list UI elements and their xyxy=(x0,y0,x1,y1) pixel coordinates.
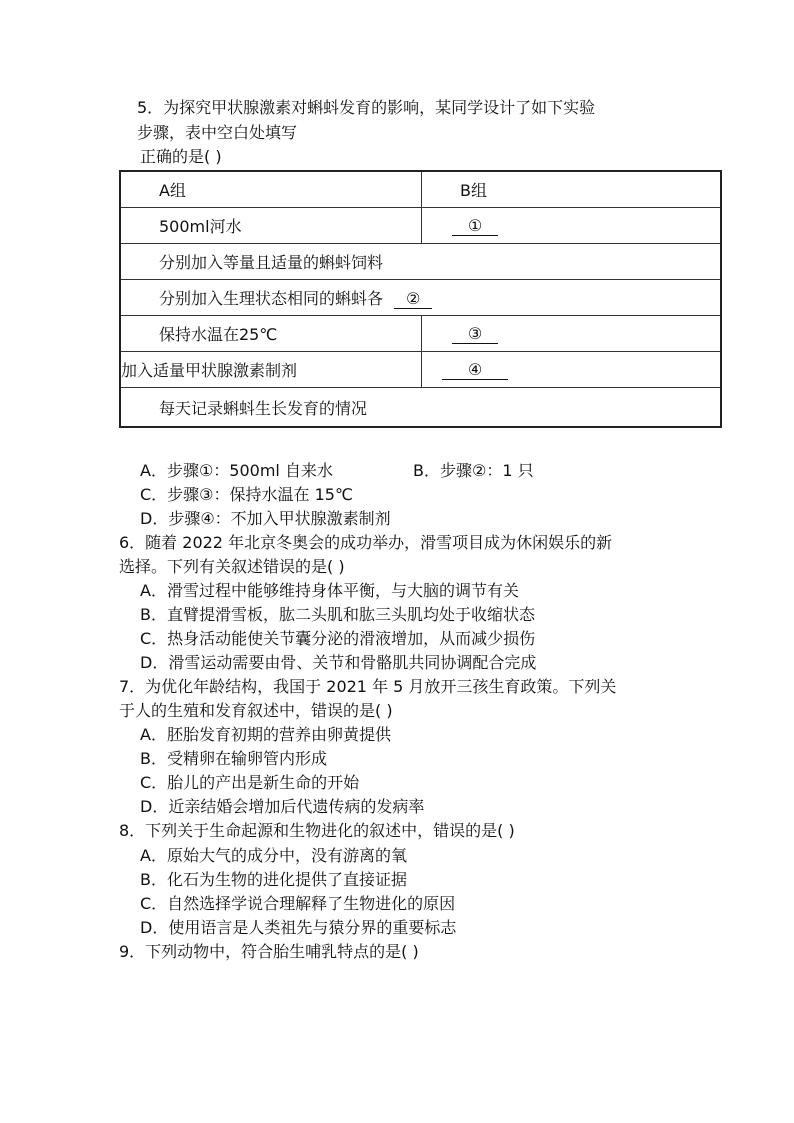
header-group-a: A组 xyxy=(120,171,422,208)
q8-option-b: B．化石为生物的进化提供了直接证据 xyxy=(140,870,407,889)
cell-r4-b xyxy=(422,316,722,352)
q7-stem-line2: 于人的生殖和发育叙述中，错误的是( ) xyxy=(119,701,393,720)
cell-r3 xyxy=(120,280,721,316)
cell-r6: 每天记录蝌蚪生长发育的情况 xyxy=(120,388,721,428)
header-group-b: B组 xyxy=(422,171,722,208)
cell-r1-a: 500ml河水 xyxy=(120,208,422,244)
blank-3: ③ xyxy=(452,325,498,344)
cell-r5-a: 加入适量甲状腺激素制剂 xyxy=(120,352,422,388)
q6-option-c: C．热身活动能使关节囊分泌的滑液增加，从而减少损伤 xyxy=(140,629,536,648)
q5-option-a: A．步骤①：500ml 自来水 xyxy=(140,461,333,480)
blank-2: ② xyxy=(394,290,432,309)
cell-r4-a: 保持水温在25℃ xyxy=(120,316,422,352)
q6-option-b: B．直臂提滑雪板，肱二头肌和肱三头肌均处于收缩状态 xyxy=(140,605,535,624)
q8-option-d: D．使用语言是人类祖先与猿分界的重要标志 xyxy=(140,918,457,937)
q5-stem-line2: 步骤，表中空白处填写 xyxy=(137,123,298,142)
q8-option-a: A．原始大气的成分中，没有游离的氧 xyxy=(140,846,407,865)
cell-r5-b xyxy=(422,352,722,388)
q9-stem-line1: 9．下列动物中，符合胎生哺乳特点的是( ) xyxy=(119,942,419,961)
q7-option-d: D．近亲结婚会增加后代遗传病的发病率 xyxy=(140,797,425,816)
q5-option-d: D．步骤④：不加入甲状腺激素制剂 xyxy=(140,509,391,528)
cell-r1-b xyxy=(422,208,722,244)
q7-option-c: C．胎儿的产出是新生命的开始 xyxy=(140,773,360,792)
cell-r3-text: 分别加入生理状态相同的蝌蚪各 xyxy=(159,289,384,308)
q6-stem-line1: 6．随着 2022 年北京冬奥会的成功举办，滑雪项目成为休闲娱乐的新 xyxy=(119,533,613,552)
q7-stem-line1: 7．为优化年龄结构，我国于 2021 年 5 月放开三孩生育政策。下列关 xyxy=(119,677,617,696)
q5-option-c: C．步骤③：保持水温在 15℃ xyxy=(140,485,353,504)
q5-stem-line1: 5．为探究甲状腺激素对蝌蚪发育的影响，某同学设计了如下实验 xyxy=(137,98,596,117)
table-row xyxy=(120,244,721,280)
table-row xyxy=(120,388,721,428)
table-row xyxy=(120,171,721,208)
table-row xyxy=(120,352,721,388)
experiment-table xyxy=(119,170,722,428)
table-row xyxy=(120,208,721,244)
cell-r2: 分别加入等量且适量的蝌蚪饲料 xyxy=(120,244,721,280)
q6-stem-line2: 选择。下列有关叙述错误的是( ) xyxy=(119,557,345,576)
blank-1: ① xyxy=(452,217,498,236)
q5-stem-line3: 正确的是( ) xyxy=(140,147,222,166)
q6-option-d: D．滑雪运动需要由骨、关节和骨骼肌共同协调配合完成 xyxy=(140,653,537,672)
table-row xyxy=(120,280,721,316)
q8-stem-line1: 8．下列关于生命起源和生物进化的叙述中，错误的是( ) xyxy=(119,821,515,840)
table-row xyxy=(120,316,721,352)
q8-option-c: C．自然选择学说合理解释了生物进化的原因 xyxy=(140,894,456,913)
q7-option-b: B．受精卵在输卵管内形成 xyxy=(140,749,327,768)
q5-option-b: B．步骤②：1 只 xyxy=(413,461,534,480)
blank-4: ④ xyxy=(442,361,508,380)
q6-option-a: A．滑雪过程中能够维持身体平衡，与大脑的调节有关 xyxy=(140,581,519,600)
q7-option-a: A．胚胎发育初期的营养由卵黄提供 xyxy=(140,725,391,744)
